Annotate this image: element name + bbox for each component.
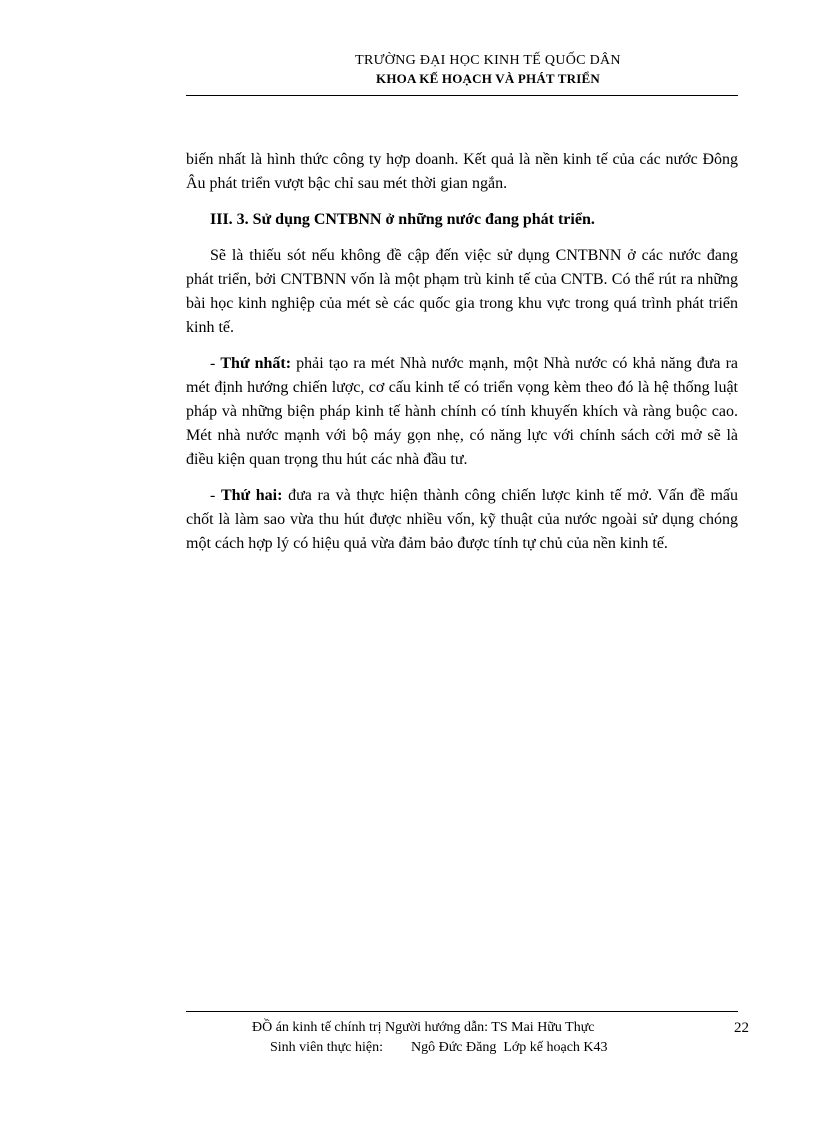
page-header (186, 52, 738, 88)
footer-divider (186, 1011, 738, 1012)
paragraph-point-1 (186, 352, 738, 472)
point-2-text: đưa ra và thực hiện thành công chiến lược kinh tế mở. Vấn đề mấu chốt là làm sao vừa thu hút được nhiều vốn, kỹ thuật của nước ngoài sử dụng chóng một cách hợp lý có hiệu quả vừa đảm bảo được tính tự chủ của nền kinh tế. (186, 487, 738, 552)
paragraph-intro: Sẽ là thiếu sót nếu không đề cập đến việc sử dụng CNTBNN ở các nước đang phát triển, bởi CNTBNN vốn là một phạm trù kinh tế của CNTB. Có thể rút ra những bài học kinh nghiệp của mét sè các quốc gia trong khu vực trong quá trình phát triển kinh tế. (186, 247, 738, 336)
footer-student-line (270, 1038, 766, 1058)
header-faculty: KHOA KẾ HOẠCH VÀ PHÁT TRIỂN (376, 71, 600, 86)
paragraph-continued: biến nhất là hình thức công ty hợp doanh. Kết quả là nền kinh tế của các nước Đông Âu phát triển vượt bậc chỉ sau mét thời gian ngắn. (186, 151, 738, 192)
page-body (186, 148, 738, 556)
point-2-prefix: - (210, 487, 221, 504)
point-1-label: Thứ nhất: (220, 355, 292, 372)
header-divider (186, 95, 738, 96)
footer-student-name: Ngô Đức Đăng (410, 1040, 497, 1055)
point-1-text: phải tạo ra mét Nhà nước mạnh, một Nhà nước có khả năng đưa ra mét định hướng chiến lược, cơ cấu kinh tế có triển vọng kèm theo đó là hệ thống luật pháp và những biện pháp kinh tế hành chính có tính khuyến khích và ràng buộc cao. Mét nhà nước mạnh với bộ máy gọn nhẹ, có năng lực với chính sách cởi mở sẽ là điều kiện quan trọng thu hút các nhà đầu tư. (186, 355, 738, 468)
point-1-prefix: - (210, 355, 221, 372)
page-footer (186, 1018, 766, 1058)
point-2-label: Thứ hai: (220, 487, 283, 504)
section-heading: III. 3. Sử dụng CNTBNN ở những nước đang phát triển. (210, 211, 595, 228)
paragraph-point-2 (186, 484, 738, 556)
page-number: 22 (734, 1020, 749, 1036)
footer-project-line: ĐỒ án kinh tế chính trị Người hướng dẫn: TS Mai Hữu Thực (252, 1020, 595, 1035)
footer-student-label: Sinh viên thực hiện: (270, 1040, 383, 1055)
footer-class: Lớp kế hoạch K43 (503, 1040, 608, 1055)
header-university: TRƯỜNG ĐẠI HỌC KINH TẾ QUỐC DÂN (355, 53, 621, 68)
